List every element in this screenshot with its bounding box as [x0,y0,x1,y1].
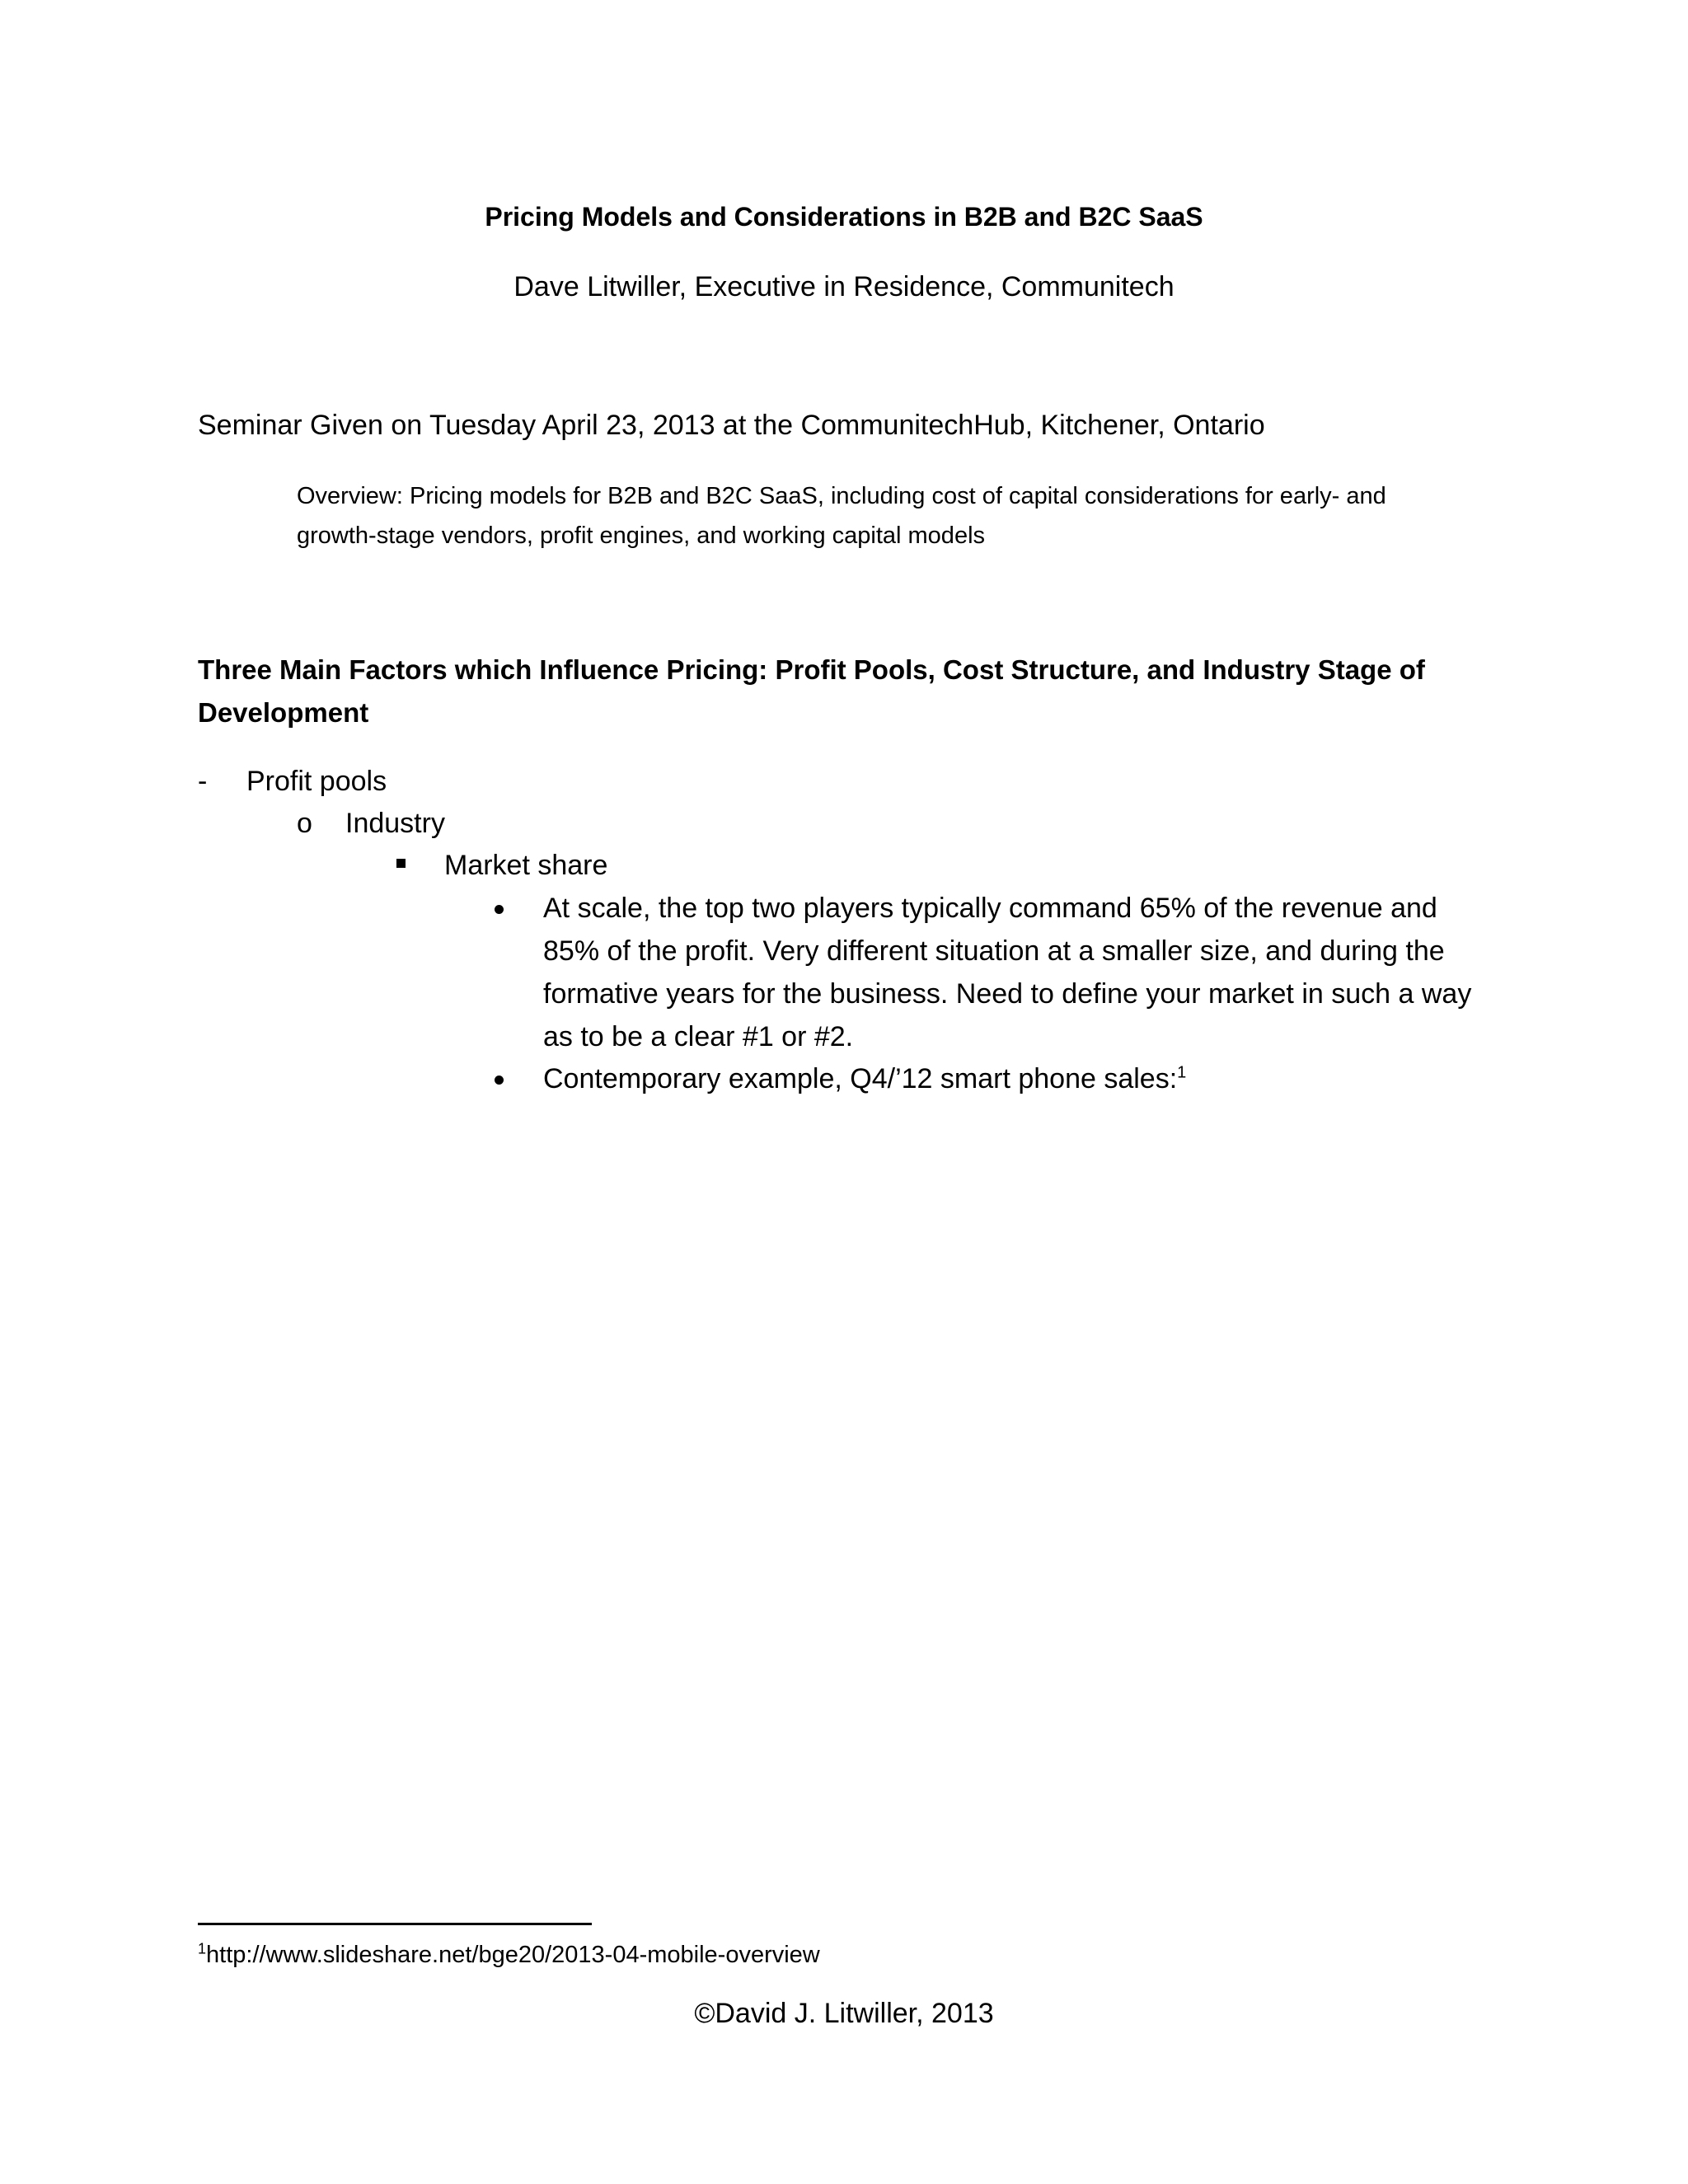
list-item-market-share: Market share [444,850,608,881]
square-bullet-icon [396,859,406,868]
copyright-footer: ©David J. Litwiller, 2013 [694,1998,994,2029]
overview-paragraph: Overview: Pricing models for B2B and B2C SaaS, including cost of capital considerations for early- and growth-stage vendors, profit engines, and working capital models [297,483,1386,549]
list-item-scale-note: At scale, the top two players typically command 65% of the revenue and 85% of the profit. Very different situation at a smaller size, and during the formative years for the business. Need to define your market in such a way as to be a clear #1 or #2. [543,893,1472,1052]
document-title: Pricing Models and Considerations in B2B and B2C SaaS [485,202,1203,232]
list-item-profit-pools: Profit pools [246,766,387,797]
footnote [198,1938,820,1971]
footnote-number: 1 [198,1940,207,1957]
footnote-reference[interactable]: 1 [1177,1063,1187,1082]
footnote-link[interactable]: http://www.slideshare.net/bge20/2013-04-mobile-overview [206,1942,820,1968]
dash-bullet-marker: - [198,766,208,797]
list-item-contemporary-example [543,1057,1491,1100]
contemporary-example-text: Contemporary example, Q4/’12 smart phone sales: [543,1063,1178,1094]
list-item-industry: Industry [345,808,445,839]
round-bullet-icon [495,905,504,914]
footnote-separator [198,1923,592,1925]
section-heading: Three Main Factors which Influence Pricing: Profit Pools, Cost Structure, and Industry Stage of Development [198,654,1425,728]
seminar-line: Seminar Given on Tuesday April 23, 2013 at the CommunitechHub, Kitchener, Ontario [198,410,1265,441]
circle-bullet-marker: o [297,808,312,839]
round-bullet-icon [495,1076,504,1085]
document-author: Dave Litwiller, Executive in Residence, Communitech [513,271,1175,302]
